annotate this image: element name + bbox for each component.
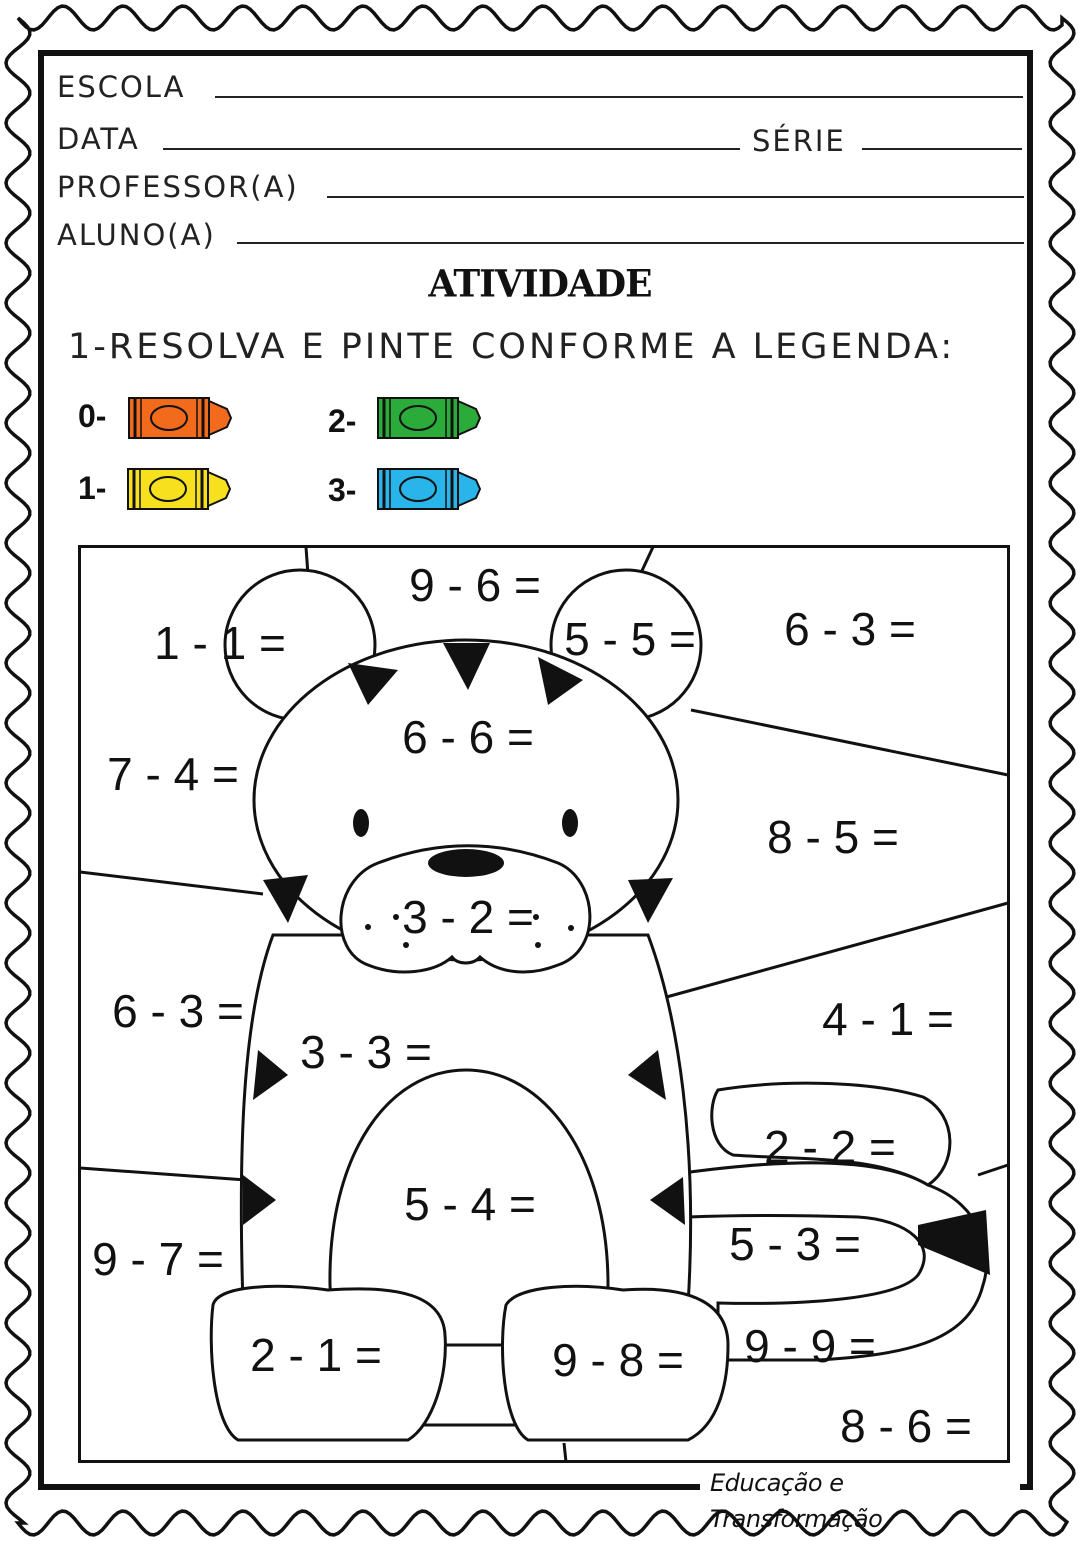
equation-bottom-right: 8 - 6 = xyxy=(840,1400,972,1452)
tiger-coloring-picture xyxy=(78,545,1010,1463)
equation-body: 3 - 3 = xyxy=(300,1026,432,1078)
date-label: DATA xyxy=(57,122,140,156)
footer-credit: Educação e Transformação xyxy=(700,1465,1020,1505)
equation-right-upper: 8 - 5 = xyxy=(767,811,899,863)
equation-paw-left: 2 - 1 = xyxy=(250,1329,382,1381)
legend-label-1: 1- xyxy=(78,470,107,506)
green-crayon-icon xyxy=(376,395,490,441)
blue-crayon-icon xyxy=(376,466,490,512)
grade-field[interactable] xyxy=(862,148,1022,150)
right-eye xyxy=(562,809,578,837)
equation-left-middle: 6 - 3 = xyxy=(112,985,244,1037)
legend-label-0: 0- xyxy=(78,398,107,434)
equation-muzzle: 3 - 2 = xyxy=(402,891,534,943)
equation-left-lower: 9 - 7 = xyxy=(92,1233,224,1285)
equation-belly: 5 - 4 = xyxy=(404,1178,536,1230)
student-label: ALUNO(A) xyxy=(57,218,216,252)
student-field[interactable] xyxy=(237,242,1024,244)
equation-ear-left: 1 - 1 = xyxy=(154,617,286,669)
region-line xyxy=(564,1443,566,1462)
instruction-text: 1-RESOLVA E PINTE CONFORME A LEGENDA: xyxy=(68,327,956,367)
school-field[interactable] xyxy=(215,96,1023,98)
date-field[interactable] xyxy=(163,148,740,150)
equation-paw-right: 9 - 8 = xyxy=(552,1334,684,1386)
grade-label: SÉRIE xyxy=(752,124,846,158)
legend-label-3: 3- xyxy=(328,472,357,508)
teacher-label: PROFESSOR(A) xyxy=(57,170,299,204)
legend-label-2: 2- xyxy=(328,403,357,439)
yellow-crayon-icon xyxy=(126,466,234,512)
equation-left-upper: 7 - 4 = xyxy=(107,748,239,800)
equation-tail: 5 - 3 = xyxy=(729,1218,861,1270)
school-label: ESCOLA xyxy=(57,70,186,104)
orange-crayon-icon xyxy=(127,395,235,441)
teacher-field[interactable] xyxy=(327,196,1024,198)
activity-title: ATIVIDADE xyxy=(428,261,652,307)
equation-tail-bottom: 9 - 9 = xyxy=(744,1320,876,1372)
left-eye xyxy=(353,809,369,837)
equation-top-center: 9 - 6 = xyxy=(409,559,541,611)
equation-right-middle: 4 - 1 = xyxy=(822,993,954,1045)
equation-top-right: 6 - 3 = xyxy=(784,603,916,655)
equation-ear-right: 5 - 5 = xyxy=(564,613,696,665)
equation-tail-tip: 2 - 2 = xyxy=(764,1121,896,1173)
tiger-nose xyxy=(428,849,504,877)
equation-head: 6 - 6 = xyxy=(402,711,534,763)
